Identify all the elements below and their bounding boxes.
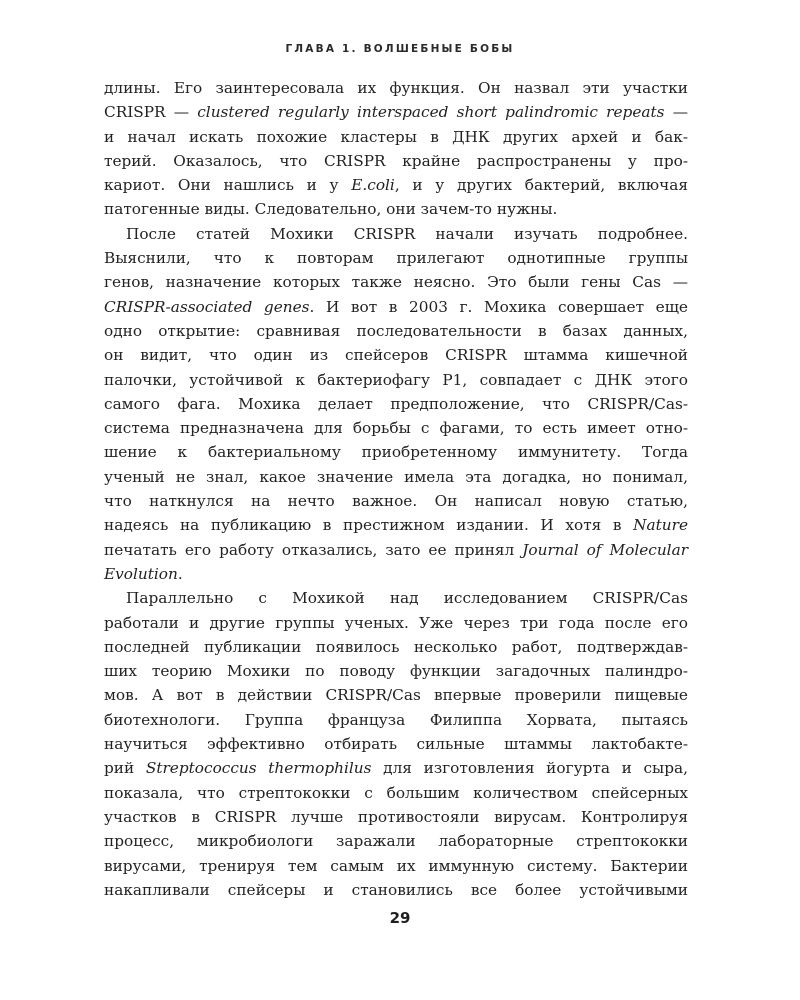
text-line [104,173,688,197]
text-line [104,270,688,294]
text-line [104,125,688,149]
italic-term: Evolution [104,564,178,583]
line-text: генов, назначение которых также неясно. Это были гены Cas — [104,273,688,292]
line-text: CRISPR — [104,103,198,122]
text-line [104,295,688,319]
line-text: научиться эффективно отбирать сильные штаммы лактобакте- [104,735,688,754]
text-line [104,635,688,659]
line-text: патогенные виды. Следовательно, они зачем-то нужны. [104,200,558,219]
line-text: система предназначена для борьбы с фагами, то есть имеет отно- [104,419,688,438]
text-line [104,343,688,367]
line-text: биотехнологи. Группа француза Филиппа Хорвата, пытаясь [104,710,688,729]
line-text: для изготовления йогурта и сыра, [371,759,689,778]
line-text: Параллельно с Мохикой над исследованием CRISPR/Cas [126,589,688,608]
line-text: накапливали спейсеры и становились все более устойчивыми [104,880,688,899]
text-line [104,368,688,392]
text-line [104,319,688,343]
text-line [104,416,688,440]
line-text: и начал искать похожие кластеры в ДНК других архей и бак- [104,127,688,146]
line-text: Выяснили, что к повторам прилегают однотипные группы [104,249,688,268]
line-text: показала, что стрептококки с большим количеством спейсерных [104,783,688,802]
line-text: палочки, устойчивой к бактериофагу P1, совпадает с ДНК этого [104,370,688,389]
text-line [104,440,688,464]
line-text: что наткнулся на нечто важное. Он написал новую статью, [104,492,688,511]
line-text: . И вот в 2003 г. Мохика совершает еще [309,297,688,316]
text-line [104,781,688,805]
italic-term: Journal of Molecular [522,540,689,559]
line-text: мов. А вот в действии CRISPR/Cas впервые проверили пищевые [104,686,688,705]
line-text: надеясь на публикацию в престижном издании. И хотя в [104,516,634,535]
line-text: самого фага. Мохика делает предположение, что CRISPR/Cas- [104,394,688,413]
running-head: ГЛАВА 1. ВОЛШЕБНЫЕ БОБЫ [285,43,515,55]
text-line [104,392,688,416]
text-line [104,611,688,635]
text-line [104,197,688,221]
line-text: длины. Его заинтересовала их функция. Он назвал эти участки [104,79,688,97]
line-text: одно открытие: сравнивая последовательности в базах данных, [104,321,688,340]
page-number: 29 [389,909,411,927]
italic-term: clustered regularly interspaced short palindromic repeats [197,103,665,122]
text-line [104,76,688,100]
line-text: последней публикации появилось несколько работ, подтверждав- [104,637,688,656]
italic-term: CRISPR-associated genes [104,297,310,316]
line-text: . [177,564,183,583]
text-line [104,149,688,173]
line-text: терий. Оказалось, что CRISPR крайне распространены у про- [104,151,688,170]
text-line [104,878,688,902]
line-text: работали и другие группы ученых. Уже через три года после его [104,613,688,632]
italic-term: E.coli [351,176,395,195]
line-text: шение к бактериальному приобретенному иммунитету. Тогда [104,443,688,462]
italic-term: Nature [633,516,688,535]
text-line [104,854,688,878]
text-line [104,708,688,732]
italic-term: Streptococcus thermophilus [145,759,372,778]
text-line [104,756,688,780]
line-text: — [664,103,688,122]
text-line [104,465,688,489]
line-text: участков в CRISPR лучше противостояли вирусам. Контролируя [104,807,688,826]
line-text: рий [104,759,146,778]
line-text: процесс, микробиологи заражали лабораторные стрептококки [104,832,688,851]
body-text [104,76,688,902]
text-line [104,829,688,853]
text-line [104,222,688,246]
line-text: , и у других бактерий, включая [394,176,688,195]
text-line [104,659,688,683]
line-text: ученый не знал, какое значение имела эта догадка, но понимал, [104,467,688,486]
line-text: кариот. Они нашлись и у [104,176,352,195]
text-line [104,683,688,707]
text-line [104,489,688,513]
line-text: он видит, что один из спейсеров CRISPR штамма кишечной [104,346,688,365]
line-text: вирусами, тренируя тем самым их иммунную систему. Бактерии [104,856,688,875]
line-text: печатать его работу отказались, зато ее принял [104,540,523,559]
text-line [104,732,688,756]
text-line [104,246,688,270]
text-line [104,538,688,562]
text-line [104,100,688,124]
text-line [104,586,688,610]
text-line [104,805,688,829]
text-line [104,562,688,586]
line-text: После статей Мохики CRISPR начали изучать подробнее. [126,224,688,243]
line-text: ших теорию Мохики по поводу функции загадочных палиндро- [104,662,688,681]
text-line [104,513,688,537]
